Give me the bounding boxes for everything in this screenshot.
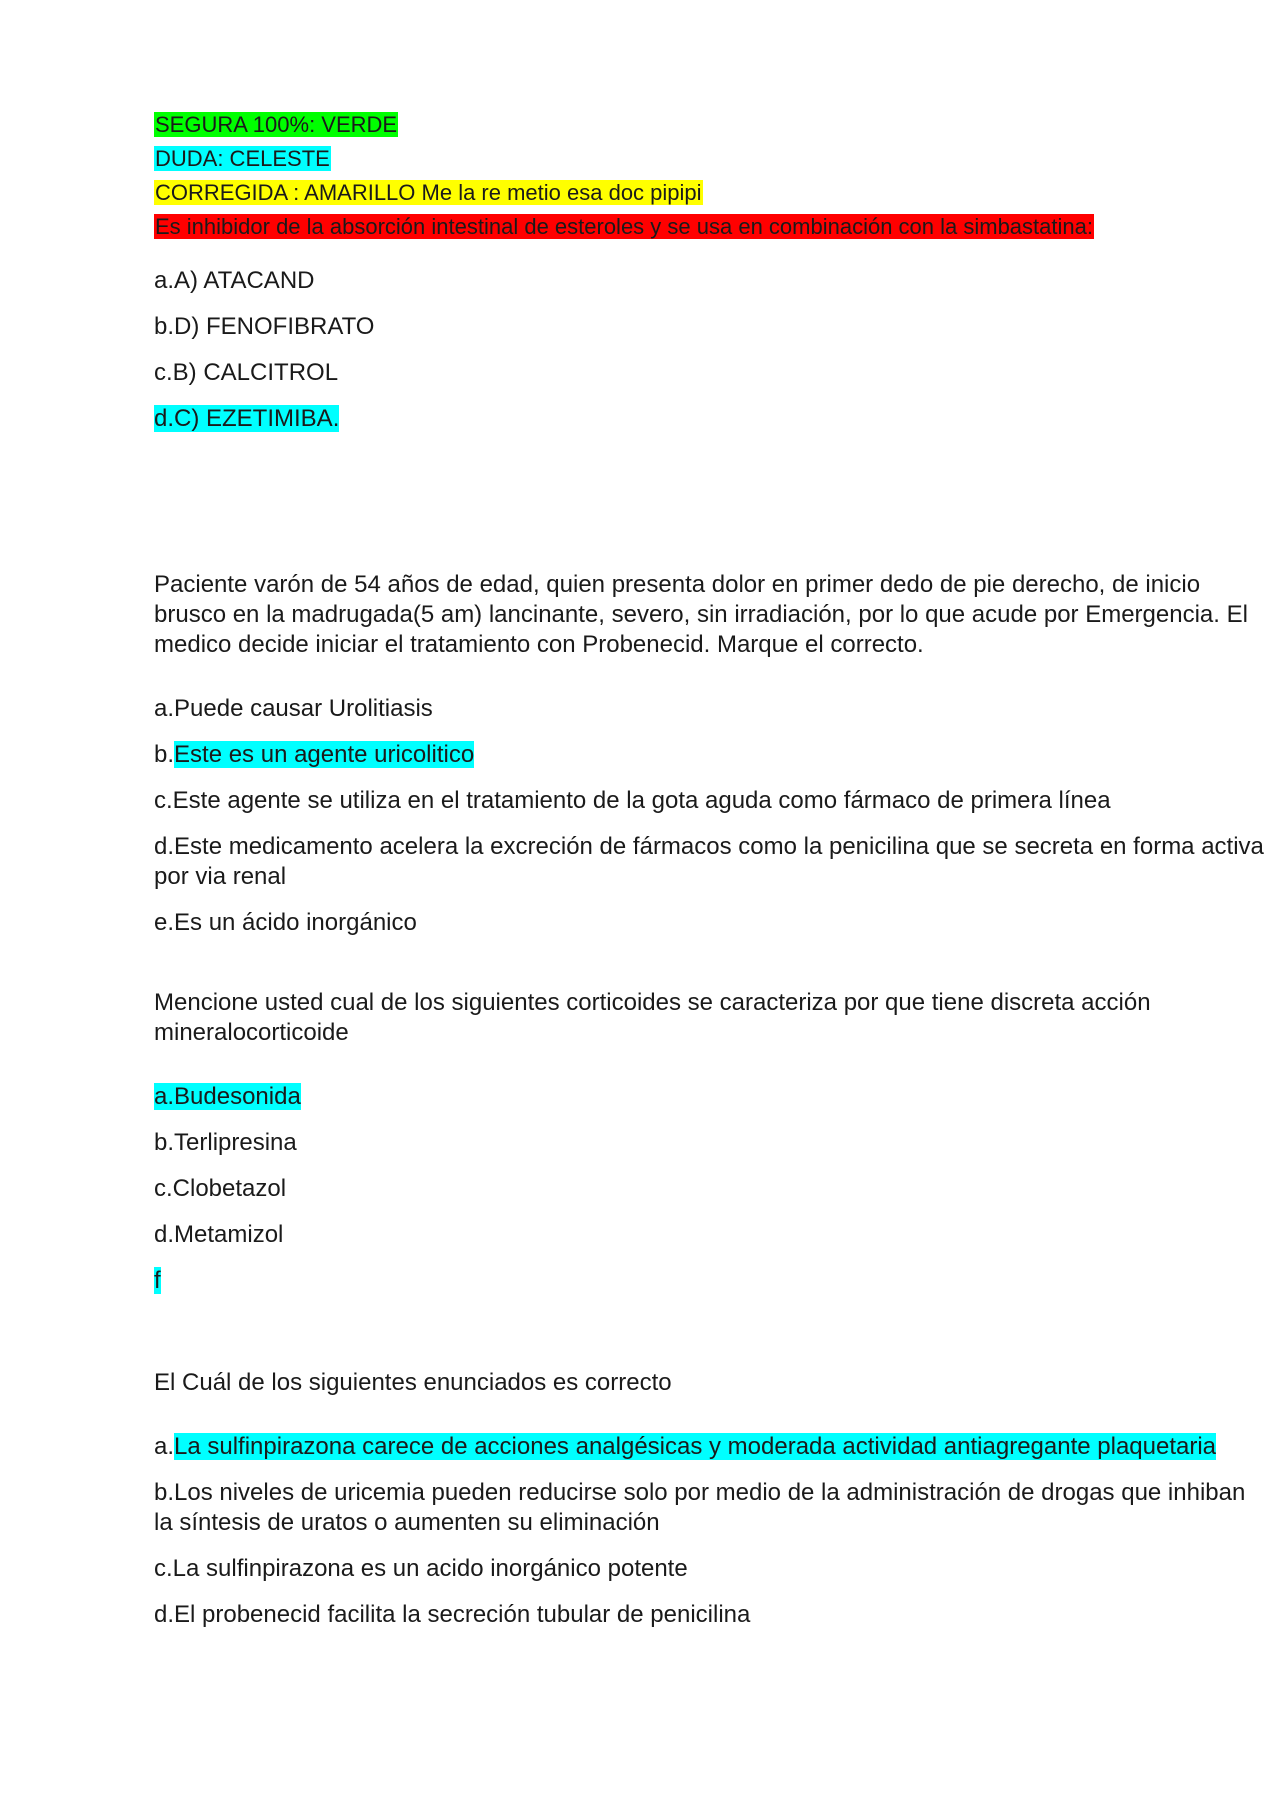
option-prefix: d. [154,833,175,860]
option-text: La sulfinpirazona es un acido inorgánico potente [172,1555,688,1582]
option-text: Terlipresina [174,1129,297,1156]
option-text: Metamizol [174,1221,284,1248]
question-1-option-b[interactable] [154,312,1269,342]
option-text: La sulfinpirazona carece de acciones analgésicas y moderada actividad antiagregante plaquetaria [174,1433,1217,1460]
question-4-option-a[interactable] [154,1432,1269,1462]
question-2-option-b[interactable] [154,740,1269,770]
option-prefix: b. [154,741,175,768]
question-1 [154,210,1269,244]
legend-sure-text: SEGURA 100%: VERDE [155,112,398,137]
question-3: Mencione usted cual de los siguientes corticoides se caracteriza por que tiene discreta acción mineralocorticoide [154,989,1151,1046]
question-3-note [154,1266,1269,1296]
option-text: Puede causar Urolitiasis [174,695,433,722]
option-prefix: a. [154,695,175,722]
question-3-option-b[interactable] [154,1128,1269,1158]
question-2-option-a[interactable] [154,694,1269,724]
question-3-options [154,1082,1269,1296]
option-text: B) CALCITROL [172,359,339,386]
question-3-option-a[interactable] [154,1082,1269,1112]
option-text: Este agente se utiliza en el tratamiento de la gota aguda como fármaco de primera línea [172,787,1111,814]
option-text: Es un ácido inorgánico [174,909,417,936]
legend-corrected-text: CORREGIDA : AMARILLO Me la re metio esa doc pipipi [155,180,702,205]
question-4-option-d[interactable] [154,1600,1269,1630]
option-prefix: b. [154,1129,175,1156]
option-text: Los niveles de uricemia pueden reducirse solo por medio de la administración de drogas que inhiban la síntesis de uratos o aumenten su eliminación [154,1479,1246,1536]
question-2-option-e[interactable] [154,908,1269,938]
option-prefix: d. [154,405,175,432]
option-text: Clobetazol [172,1175,287,1202]
question-1-option-d[interactable] [154,404,1269,434]
option-prefix: d. [154,1221,175,1248]
option-text: El probenecid facilita la secreción tubular de penicilina [174,1601,751,1628]
option-text: C) EZETIMIBA. [174,405,340,432]
question-3-option-d[interactable] [154,1220,1269,1250]
legend-sure [154,108,1269,142]
question-2-option-c[interactable] [154,786,1269,816]
question-4: El Cuál de los siguientes enunciados es correcto [154,1369,672,1396]
question-1-options [154,266,1269,434]
option-prefix: a. [154,1433,175,1460]
question-2-option-d[interactable] [154,832,1269,892]
option-text: Este es un agente uricolitico [174,741,475,768]
option-prefix: c. [154,359,173,386]
option-prefix: c. [154,1555,173,1582]
question-1-option-c[interactable] [154,358,1269,388]
question-4-option-b[interactable] [154,1478,1269,1538]
note-text: f [154,1267,161,1294]
option-prefix: c. [154,1175,173,1202]
option-highlight [154,405,339,432]
option-prefix: d. [154,1601,175,1628]
legend-doubt-text: DUDA: CELESTE [155,146,330,171]
question-2: Paciente varón de 54 años de edad, quien presenta dolor en primer dedo de pie derecho, de inicio brusco en la madrugada(5 am) lancinante, severo, sin irradiación, por lo que acude por Emergencia. El medico decide iniciar el tratamiento con Probenecid. Marque el correcto. [154,571,1248,658]
question-3-option-c[interactable] [154,1174,1269,1204]
option-text: A) ATACAND [174,267,315,294]
option-text: Budesonida [174,1083,301,1110]
option-prefix: a. [154,267,175,294]
legend-doubt [154,142,1269,176]
option-prefix: e. [154,909,175,936]
option-highlight [154,1083,301,1110]
question-2-options [154,694,1269,938]
legend-corrected [154,176,1269,210]
option-prefix: b. [154,1479,175,1506]
question-1-text: Es inhibidor de la absorción intestinal de esteroles y se usa en combinación con la simbastatina: [155,214,1093,239]
option-prefix: b. [154,313,175,340]
option-text: D) FENOFIBRATO [174,313,375,340]
document-page [154,108,1269,1630]
question-1-option-a[interactable] [154,266,1269,296]
option-prefix: c. [154,787,173,814]
option-text: Este medicamento acelera la excreción de fármacos como la penicilina que se secreta en forma activa por via renal [154,833,1264,890]
option-prefix: a. [154,1083,175,1110]
question-4-option-c[interactable] [154,1554,1269,1584]
question-4-options [154,1432,1269,1630]
